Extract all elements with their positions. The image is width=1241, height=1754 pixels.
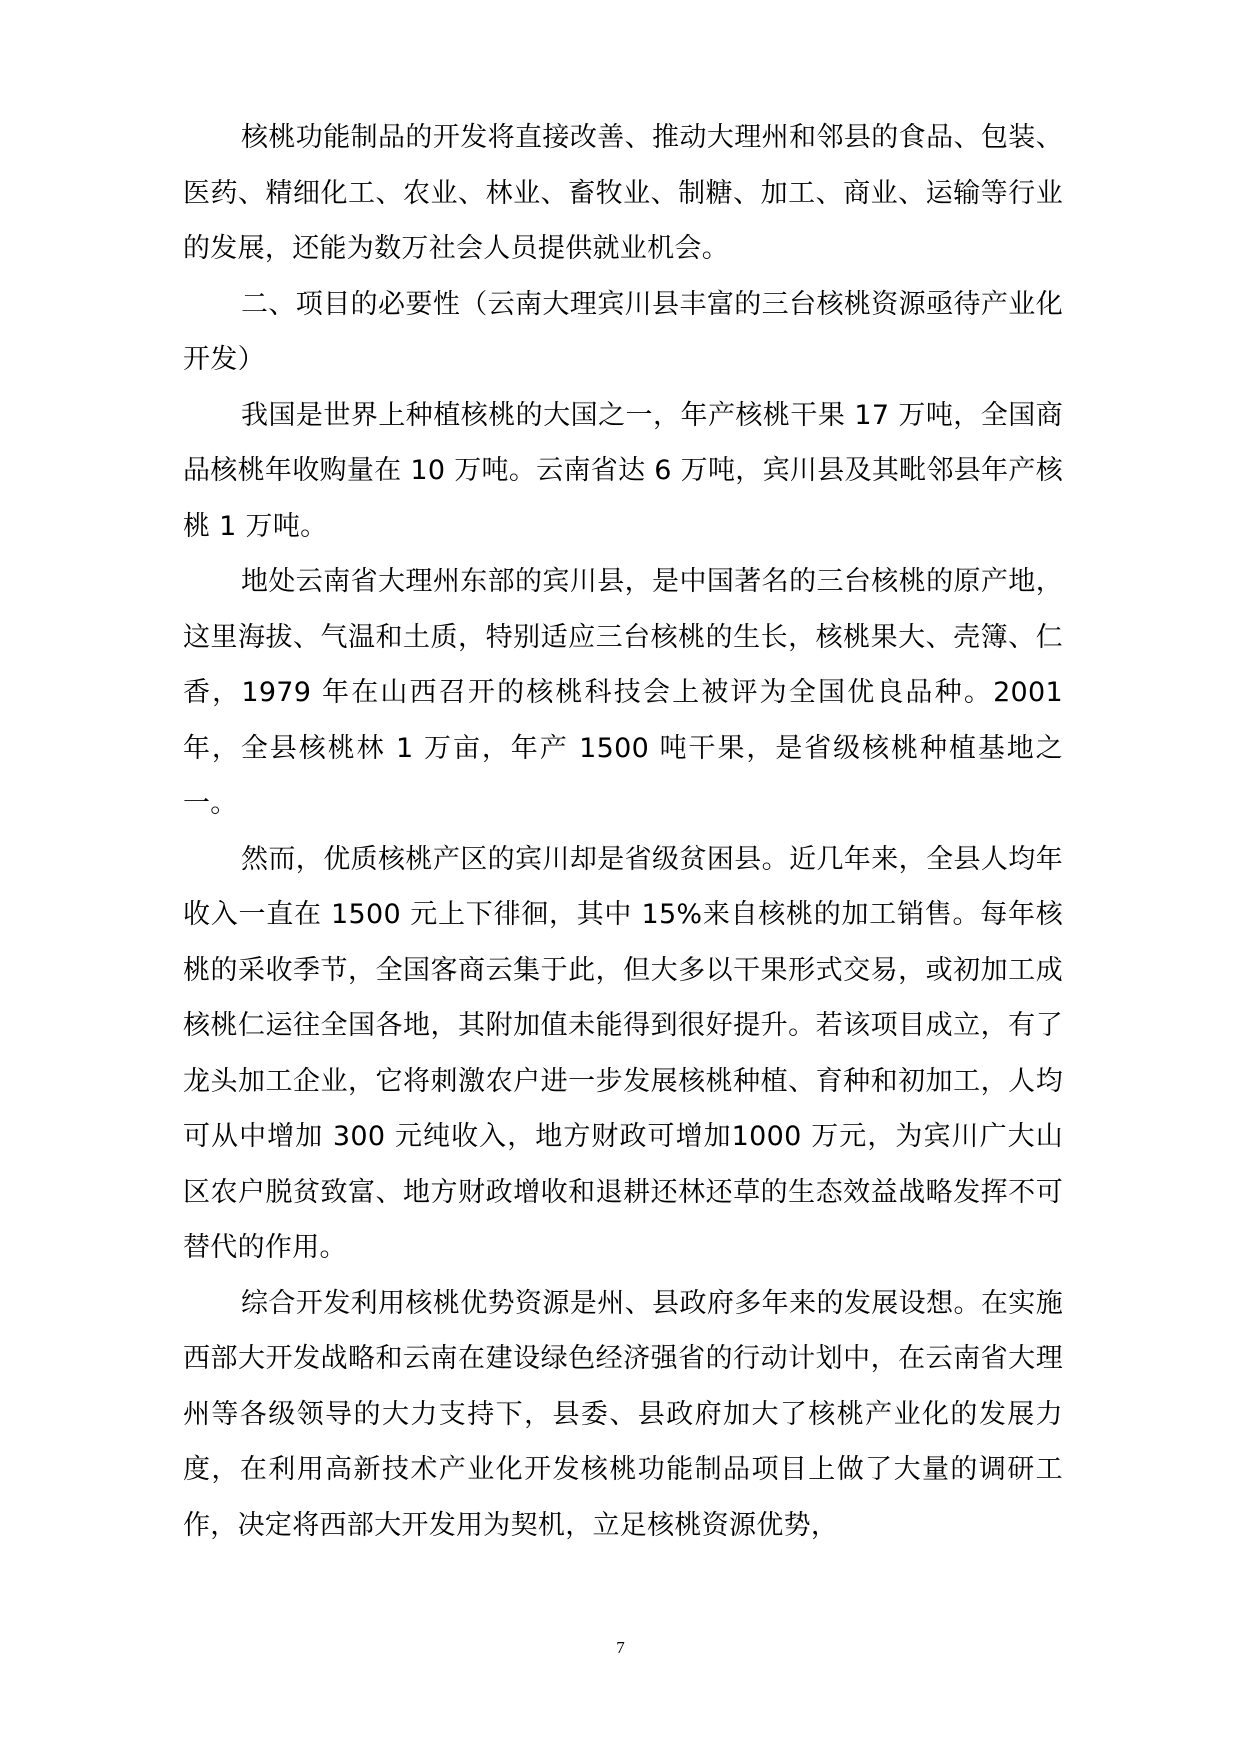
section-heading-project-necessity: 二、项目的必要性（云南大理宾川县丰富的三台核桃资源亟待产业化开发） xyxy=(183,288,1063,375)
page-number: 7 xyxy=(616,1638,625,1657)
paragraph-poverty-and-value: 然而，优质核桃产区的宾川却是省级贫困县。近几年来，全县人均年收入一直在 1500 元上下徘徊，其中 15%来自核桃的加工销售。每年核桃的采收季节，全国客商云集于此，但大多以干果形式交易，或初加工成核桃仁运往全国各地，其附加值未能得到很好提升。若该项目成立，有了龙头加工企业，它将刺激农户进一步发展核桃种植、育种和初加工，人均可从中增加 300 元纯收入，地方财政可增加1000 万元，为宾川广大山区农户脱贫致富、地方财政增收和退耕还林还草的生态效益战略发挥不可替代的作用。 xyxy=(183,843,1063,1263)
paragraph-product-development-impact: 核桃功能制品的开发将直接改善、推动大理州和邻县的食品、包装、医药、精细化工、农业、林业、畜牧业、制糖、加工、商业、运输等行业的发展，还能为数万社会人员提供就业机会。 xyxy=(183,122,1063,264)
paragraph-binchuan-origin: 地处云南省大理州东部的宾川县，是中国著名的三台核桃的原产地，这里海拔、气温和土质，特别适应三台核桃的生长，核桃果大、壳簿、仁香，1979 年在山西召开的核桃科技会上被评为全国优良品种。2001 年，全县核桃林 1 万亩，年产 1500 吨干果，是省级核桃种植基地之一。 xyxy=(183,566,1063,819)
paragraph-government-plan: 综合开发利用核桃优势资源是州、县政府多年来的发展设想。在实施西部大开发战略和云南在建设绿色经济强省的行动计划中，在云南省大理州等各级领导的大力支持下，县委、县政府加大了核桃产业化的发展力度，在利用高新技术产业化开发核桃功能制品项目上做了大量的调研工作，决定将西部大开发用为契机，立足核桃资源优势， xyxy=(183,1287,1063,1541)
paragraph-national-walnut-production: 我国是世界上种植核桃的大国之一，年产核桃干果 17 万吨，全国商品核桃年收购量在 10 万吨。云南省达 6 万吨，宾川县及其毗邻县年产核桃 1 万吨。 xyxy=(183,399,1063,542)
body-text xyxy=(183,110,1063,1553)
